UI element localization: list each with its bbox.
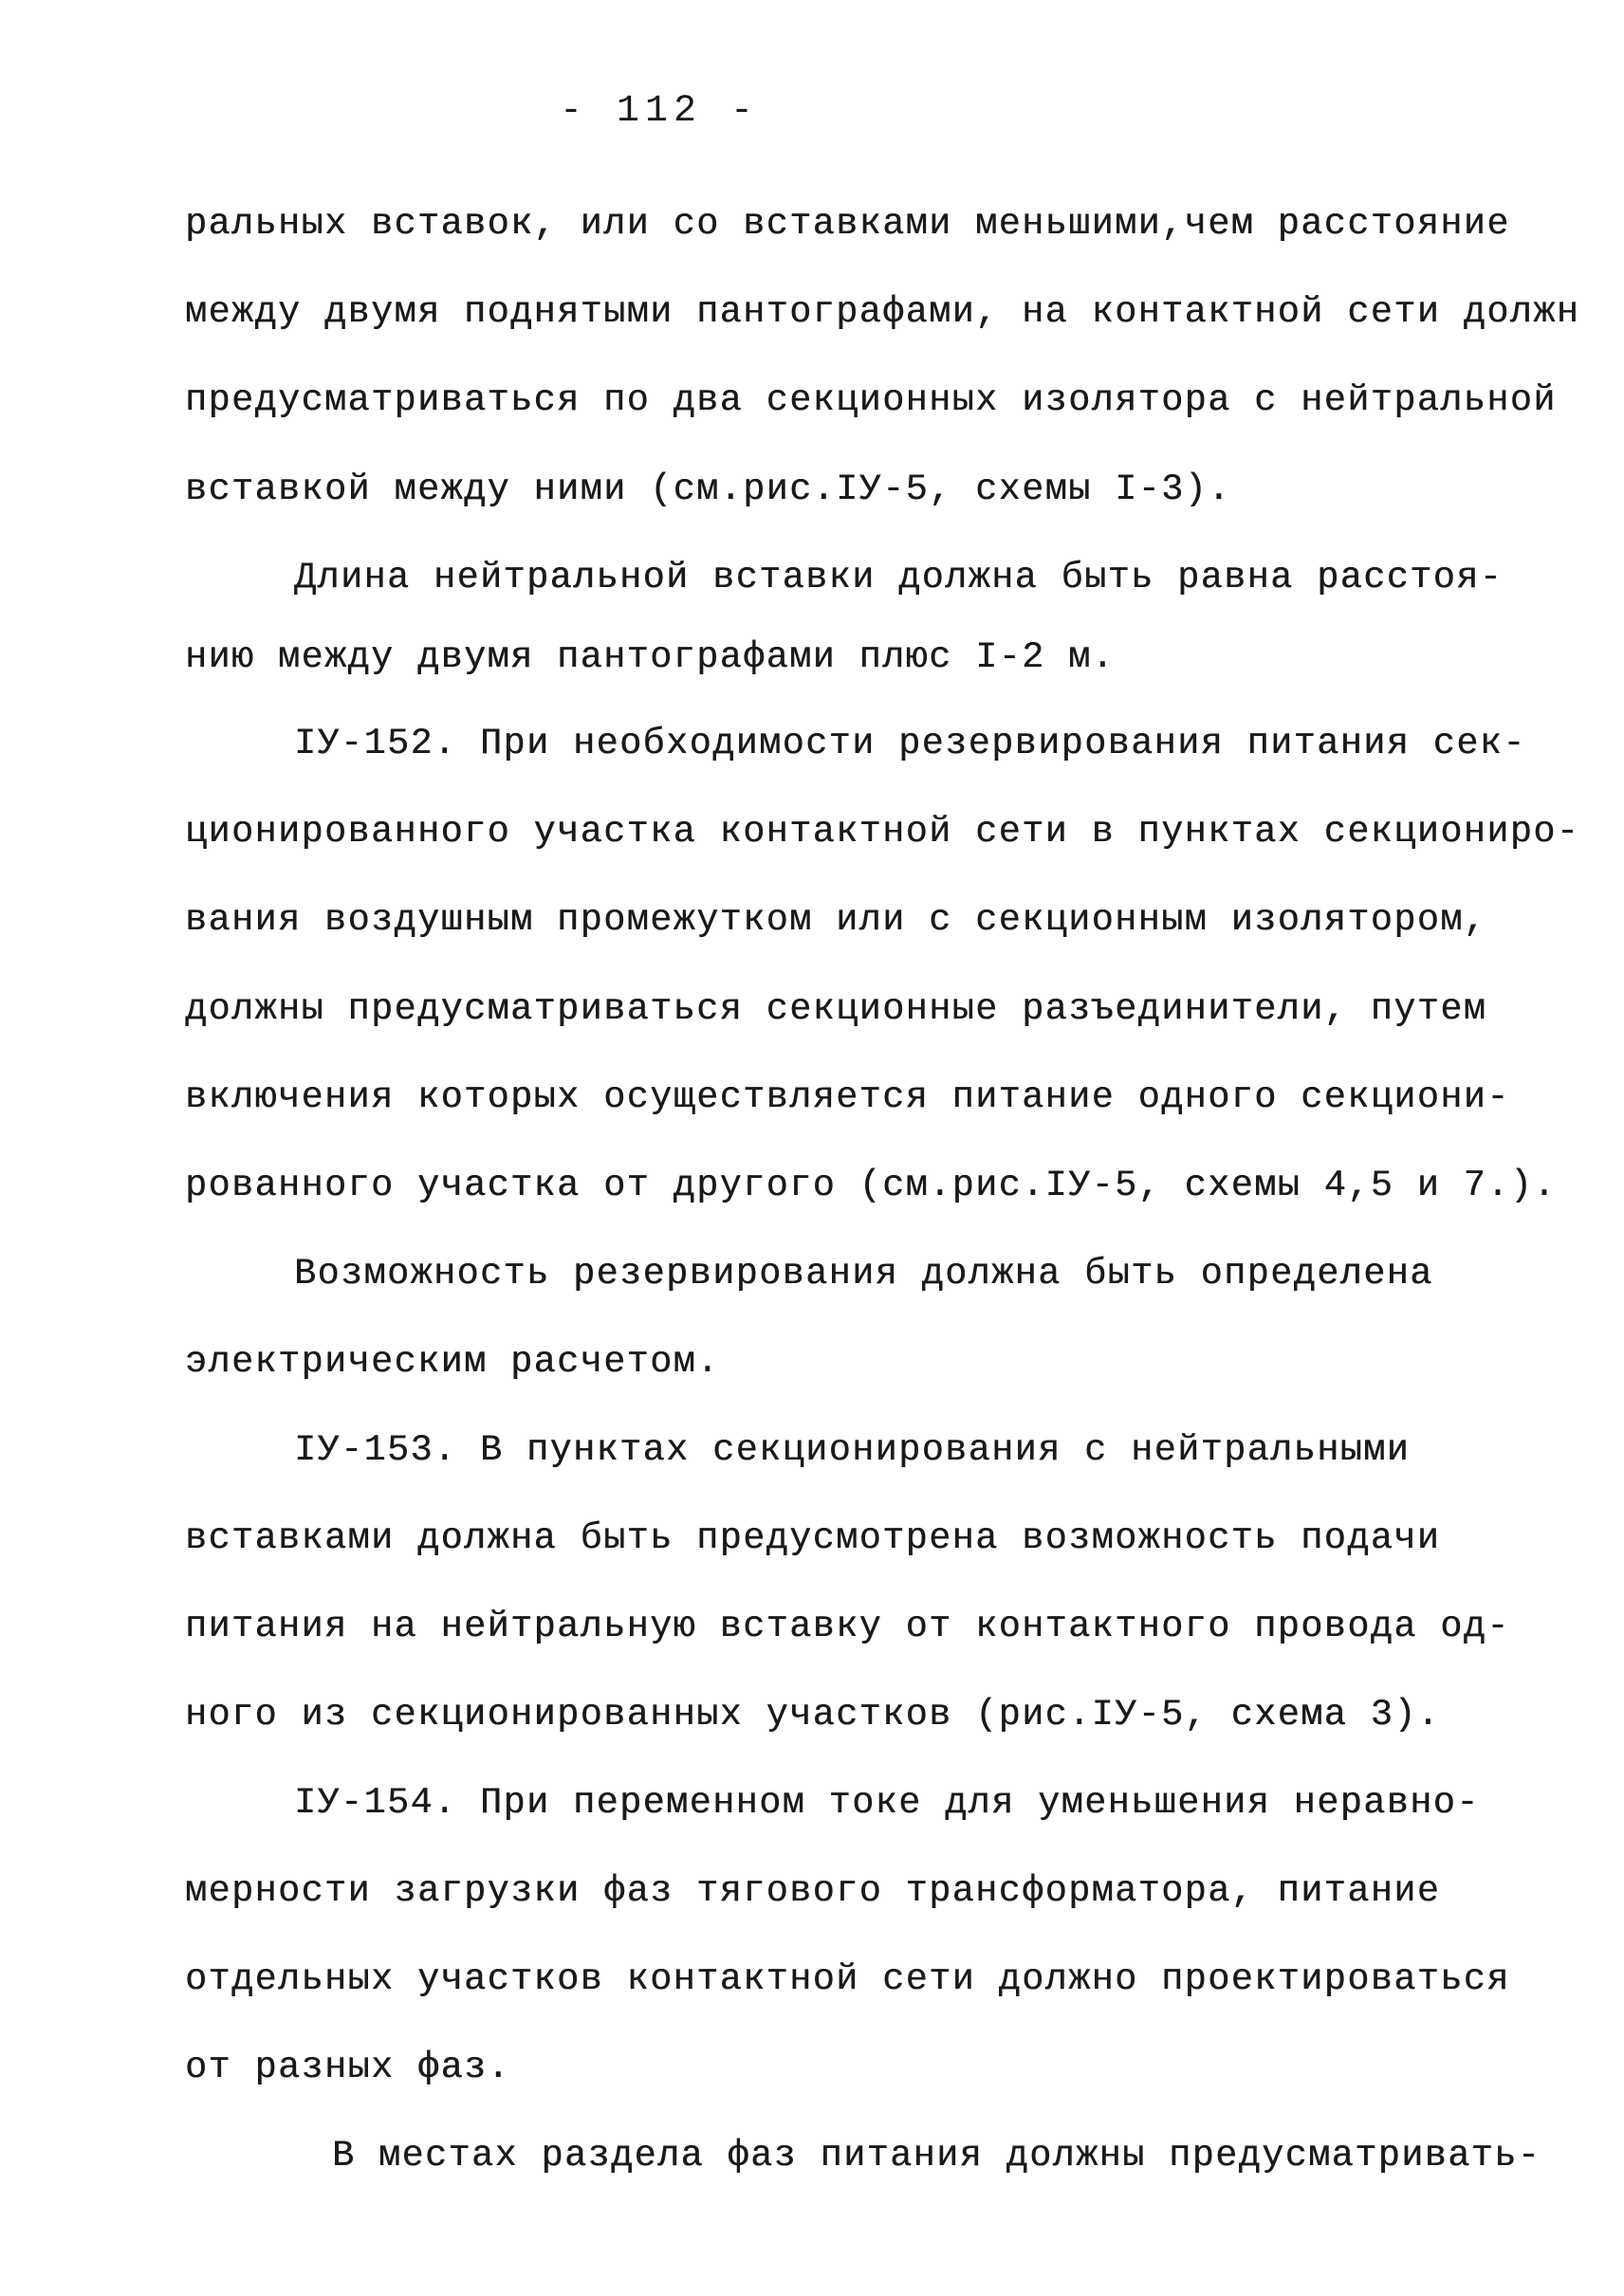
text-line: вставками должна быть предусмотрена возможность подачи — [185, 1517, 1441, 1559]
text-line: ционированного участка контактной сети в пунктах секциониро- — [185, 811, 1580, 853]
paragraph-start-line: Длина нейтральной вставки должна быть равна расстоя- — [294, 557, 1504, 598]
paragraph-start-line: В местах раздела фаз питания должны предусматривать- — [332, 2135, 1541, 2177]
section-heading-line: IУ-154. При переменном токе для уменьшения неравно- — [294, 1782, 1480, 1824]
text-line: должны предусматриваться секционные разъединители, путем — [185, 988, 1487, 1030]
text-line: мерности загрузки фаз тягового трансформатора, питание — [185, 1870, 1441, 1912]
text-line: рованного участка от другого (см.рис.IУ-5, схемы 4,5 и 7.). — [185, 1165, 1557, 1206]
paragraph-start-line: Возможность резервирования должна быть определена — [294, 1253, 1433, 1295]
text-line: отдельных участков контактной сети должно проектироваться — [185, 1958, 1510, 2000]
text-line: ральных вставок, или со вставками меньшими,чем расстояние — [185, 203, 1510, 245]
page-number: - 112 - — [560, 90, 760, 133]
text-line: вставкой между ними (см.рис.IУ-5, схемы I-3). — [185, 468, 1231, 510]
section-heading-line: IУ-153. В пунктах секционирования с нейтральными — [294, 1429, 1411, 1471]
text-line: ного из секционированных участков (рис.IУ-5, схема 3). — [185, 1694, 1441, 1736]
text-line: питания на нейтральную вставку от контактного провода од- — [185, 1606, 1510, 1647]
text-line: предусматриваться по два секционных изолятора с нейтральной — [185, 379, 1557, 421]
text-line: нию между двумя пантографами плюс I-2 м. — [185, 636, 1116, 678]
text-line: от разных фаз. — [185, 2047, 511, 2088]
section-heading-line: IУ-152. При необходимости резервирования питания сек- — [294, 723, 1526, 764]
text-line: между двумя поднятыми пантографами, на контактной сети должн — [185, 291, 1580, 333]
text-line: вания воздушным промежутком или с секционным изолятором, — [185, 899, 1487, 941]
text-line: электрическим расчетом. — [185, 1341, 720, 1383]
text-line: включения которых осуществляется питание одного секциони- — [185, 1076, 1510, 1118]
